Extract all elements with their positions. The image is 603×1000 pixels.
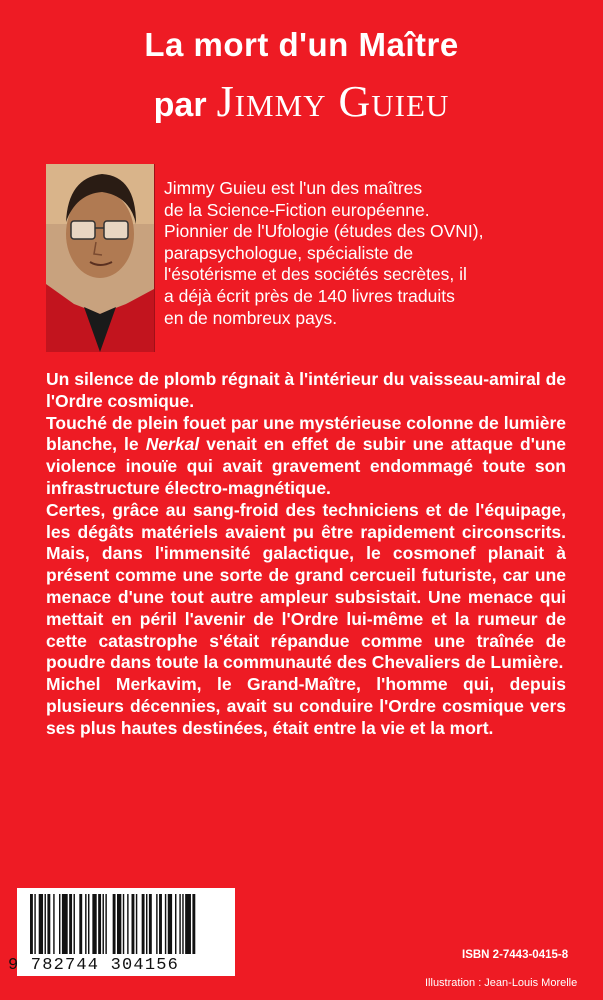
barcode xyxy=(10,890,243,990)
synopsis-text: venait en effet de subir une attaque d'une violence inouïe qui avait gravement endommagé toute son infrastructure électro-magnétique. xyxy=(46,434,567,498)
synopsis-paragraph: Certes, grâce au sang-froid des techniciens et de l'équipage, les dégâts matériels avaient pu être rapidement circonscrits. Mais, dans l'immensité galactique, le cosmonef planait à présent comme une sorte de grand cercueil futuriste, car une menace d'une tout autre ampleur subsistait. Une menace qui mettait en péril l'avenir de l'Ordre lui-même et la rumeur de cette catastrophe s'était répandue comme une traînée de poudre dans toute la communauté des Chevaliers de Lumière. xyxy=(46,499,566,673)
synopsis-paragraph: Michel Merkavim, le Grand-Maître, l'homme qui, depuis plusieurs décennies, avait su conduire l'Ordre cosmique vers ses plus hautes destinées, était entre la vie et la mort. xyxy=(46,674,566,738)
bio-line: parapsychologue, spécialiste de xyxy=(164,242,414,263)
synopsis xyxy=(46,369,566,740)
bio-line: de la Science-Fiction européenne. xyxy=(164,199,430,220)
by-label: par xyxy=(153,86,207,124)
barcode-bar xyxy=(156,894,157,954)
barcode-bar xyxy=(113,894,116,954)
bio-line: a déjà écrit près de 140 livres traduits xyxy=(164,285,455,306)
barcode-bar xyxy=(47,894,50,954)
barcode-bar xyxy=(185,894,191,954)
barcode-bar xyxy=(53,894,54,954)
author-photo xyxy=(46,164,155,352)
bio-line: Jimmy Guieu est l'un des maîtres xyxy=(164,178,423,198)
barcode-bar xyxy=(182,894,183,954)
barcode-bar xyxy=(142,894,145,954)
bio-line: en de nombreux pays. xyxy=(164,307,338,328)
barcode-bar xyxy=(168,894,172,954)
barcode-bar xyxy=(165,894,166,954)
barcode-bar xyxy=(123,894,124,954)
book-title: La mort d'un Maître xyxy=(144,26,459,63)
isbn-number: ISBN 2-7443-0415-8 xyxy=(462,949,569,961)
synopsis-paragraph xyxy=(46,413,566,500)
synopsis-text: Touché de plein fouet par une mystérieuse colonne de lumière blanche, le xyxy=(46,412,566,455)
barcode-bar xyxy=(192,894,195,954)
barcode-bar xyxy=(88,894,89,954)
barcode-bar xyxy=(136,894,137,954)
barcode-bar xyxy=(62,894,68,954)
barcode-bar xyxy=(69,894,72,954)
barcode-digits: 9 782744 304156 xyxy=(8,956,180,975)
barcode-bar xyxy=(117,894,121,954)
synopsis-paragraph: Un silence de plomb régnait à l'intérieur du vaisseau-amiral de l'Ordre cosmique. xyxy=(46,369,566,411)
barcode-bar xyxy=(127,894,128,954)
bio-line: l'ésotérisme et des sociétés secrètes, il xyxy=(164,264,467,285)
bio-line: Pionnier de l'Ufologie (études des OVNI), xyxy=(164,221,484,242)
barcode-bar xyxy=(30,894,33,954)
author-bio xyxy=(164,178,584,329)
barcode-bar xyxy=(175,894,176,954)
illustration-credit: Illustration : Jean-Louis Morelle xyxy=(425,977,578,989)
barcode-bar xyxy=(74,894,75,954)
barcode-bar xyxy=(45,894,46,954)
barcode-bar xyxy=(149,894,152,954)
barcode-bar xyxy=(105,894,106,954)
ship-name: Nerkal xyxy=(145,434,200,455)
barcode-bar xyxy=(98,894,101,954)
barcode-bar xyxy=(92,894,96,954)
barcode-bar xyxy=(146,894,147,954)
barcode-bar xyxy=(39,894,43,954)
author-line xyxy=(0,76,603,127)
barcode-bar xyxy=(85,894,86,954)
author-name: Jimmy Guieu xyxy=(216,77,450,126)
barcode-bar xyxy=(132,894,135,954)
barcode-bar xyxy=(34,894,35,954)
barcode-bar xyxy=(59,894,60,954)
barcode-bar xyxy=(179,894,180,954)
barcode-bar xyxy=(79,894,82,954)
barcode-bar xyxy=(103,894,104,954)
barcode-bar xyxy=(159,894,162,954)
